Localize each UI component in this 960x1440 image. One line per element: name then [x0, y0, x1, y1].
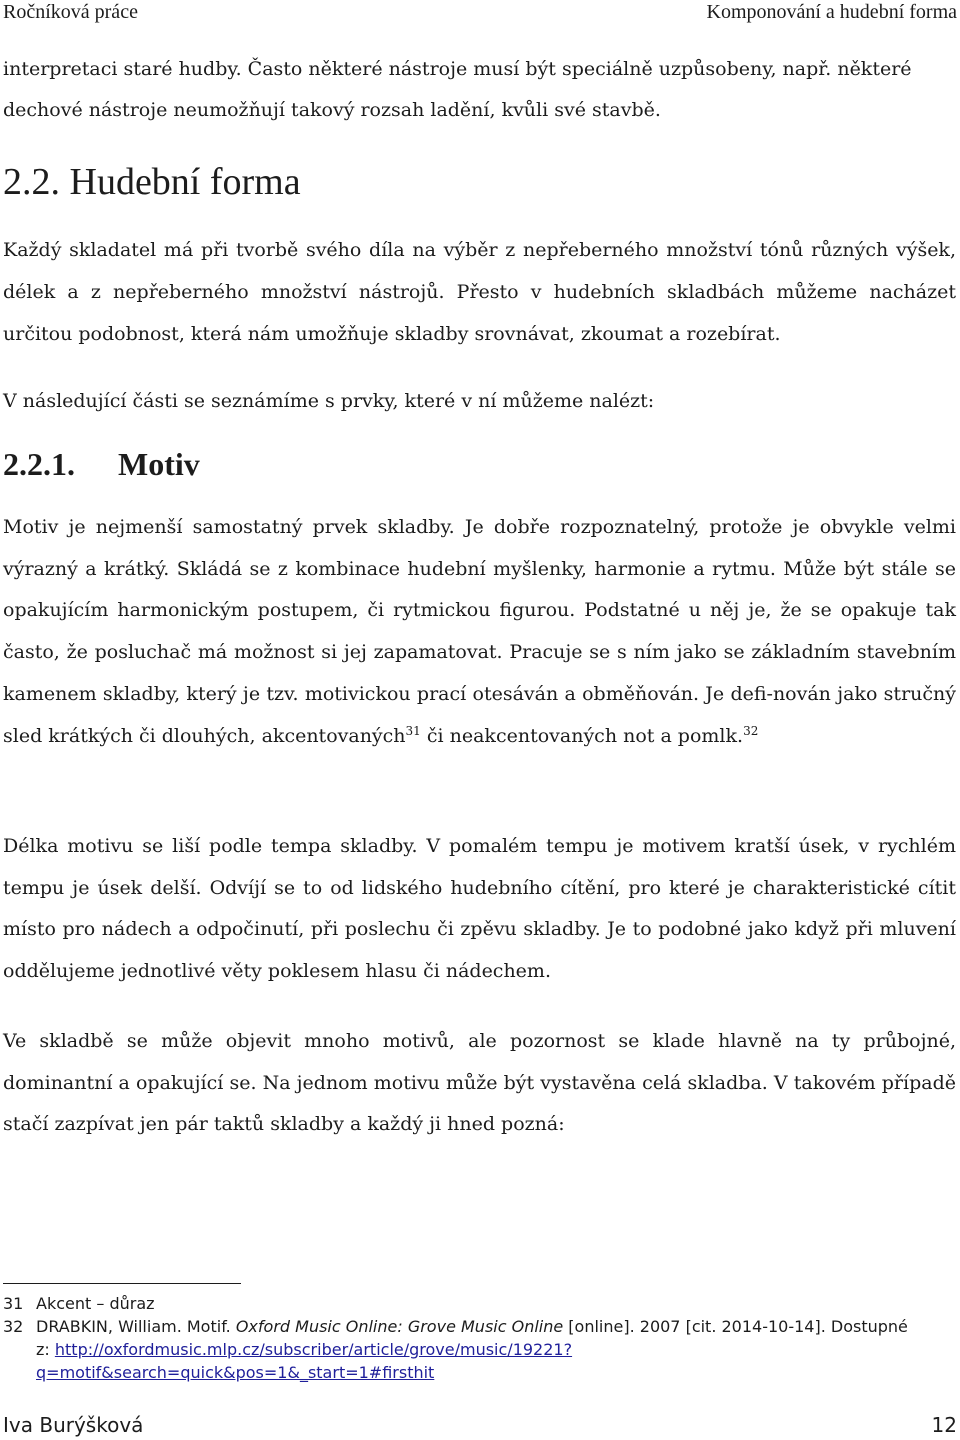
paragraph-forma-2: V následující části se seznámíme s prvky, které v ní můžeme nalézt:	[3, 390, 655, 412]
footnote-citation-details: [online]. 2007 [cit. 2014-10-14]. Dostupné	[563, 1317, 908, 1336]
paragraph-forma-1: Každý skladatel má při tvorbě svého díla na výběr z nepřeberného množství tónů různých výšek, délek a z nepřeberného množství nástrojů. Přesto v hudebních skladbách můžeme nacházet určitou podobnost, která nám umožňuje skladby srovnávat, zkoumat a rozebírat.	[3, 239, 956, 345]
footnote-text: Akcent – důraz	[36, 1294, 155, 1313]
footnote-separator	[3, 1283, 241, 1284]
footnote-32-line-1	[3, 1315, 956, 1338]
footer-author: Iva Burýšková	[3, 1413, 144, 1437]
motiv-text: Motiv je nejmenší samostatný prvek skladby. Je dobře rozpoznatelný, protože je obvykle velmi výrazný a krátký. Skládá se z kombinace hudební myšlenky, harmonie a rytmu. Může být stále se opakujícím harmonickým postupem, či rytmickou figurou. Podstatné u něj je, že se opakuje tak často, že posluchač má možnost si jej zapamatovat. Pracuje se s ním jako se základním stavebním kamenem skladby, který je tzv. motivickou prací otesáván a obměňován. Je defi-nován jako stručný sled krátkých či dlouhých, akcentovaných	[3, 516, 956, 747]
paragraph-motiv-2: Délka motivu se liší podle tempa skladby. V pomalém tempu je motivem kratší úsek, v rychlém tempu je úsek delší. Odvíjí se to od lidského hudebního cítění, pro které je charakteristické cítit místo pro nádech a odpočinutí, při poslechu či zpěvu skladby. Je to podobné jako když při mluvení oddělujeme jednotlivé věty poklesem hlasu či nádechem.	[3, 835, 956, 983]
intro-line-1: interpretaci staré hudby. Často některé nástroje musí být speciálně uzpůsobeny, např. některé	[3, 58, 912, 80]
motiv-text-tail: či neakcentovaných not a pomlk.	[420, 724, 744, 747]
footnote-32-line-2	[3, 1338, 956, 1361]
subsection-title: Motiv	[118, 446, 200, 482]
running-header-left: Ročníková práce	[3, 1, 138, 23]
footnote-32	[3, 1315, 956, 1384]
paragraph-motiv-1	[3, 507, 956, 757]
section-heading-hudebni-forma: 2.2. Hudební forma	[3, 161, 301, 203]
footnote-ref-31[interactable]: 31	[405, 723, 421, 738]
footnote-citation-author: DRABKIN, William. Motif.	[36, 1317, 236, 1336]
page-number: 12	[931, 1413, 957, 1437]
paragraph-motiv-3: Ve skladbě se může objevit mnoho motivů, ale pozornost se klade hlavně na ty průbojné, dominantní a opakující se. Na jednom motivu může být vystavěna celá skladba. V takovém případě stačí zazpívat jen pár taktů skladby a každý ji hned pozná:	[3, 1030, 956, 1136]
subsection-heading-motiv	[3, 442, 200, 486]
footnote-url-link[interactable]: http://oxfordmusic.mlp.cz/subscriber/article/grove/music/19221?	[54, 1340, 573, 1359]
footnote-number: 32	[3, 1317, 24, 1336]
footnote-number: 31	[3, 1294, 24, 1313]
footnote-url-link-cont[interactable]: q=motif&search=quick&pos=1&_start=1#firsthit	[36, 1363, 435, 1382]
intro-line-2: dechové nástroje neumožňují takový rozsah ladění, kvůli své stavbě.	[3, 99, 661, 121]
footnote-z: z:	[36, 1340, 55, 1359]
footnote-citation-title: Oxford Music Online: Grove Music Online	[235, 1317, 564, 1336]
footnote-32-line-3	[3, 1361, 956, 1384]
running-header-right: Komponování a hudební forma	[706, 1, 957, 23]
footnote-31	[3, 1292, 155, 1315]
subsection-number: 2.2.1.	[3, 446, 75, 482]
footnote-ref-32[interactable]: 32	[743, 723, 759, 738]
